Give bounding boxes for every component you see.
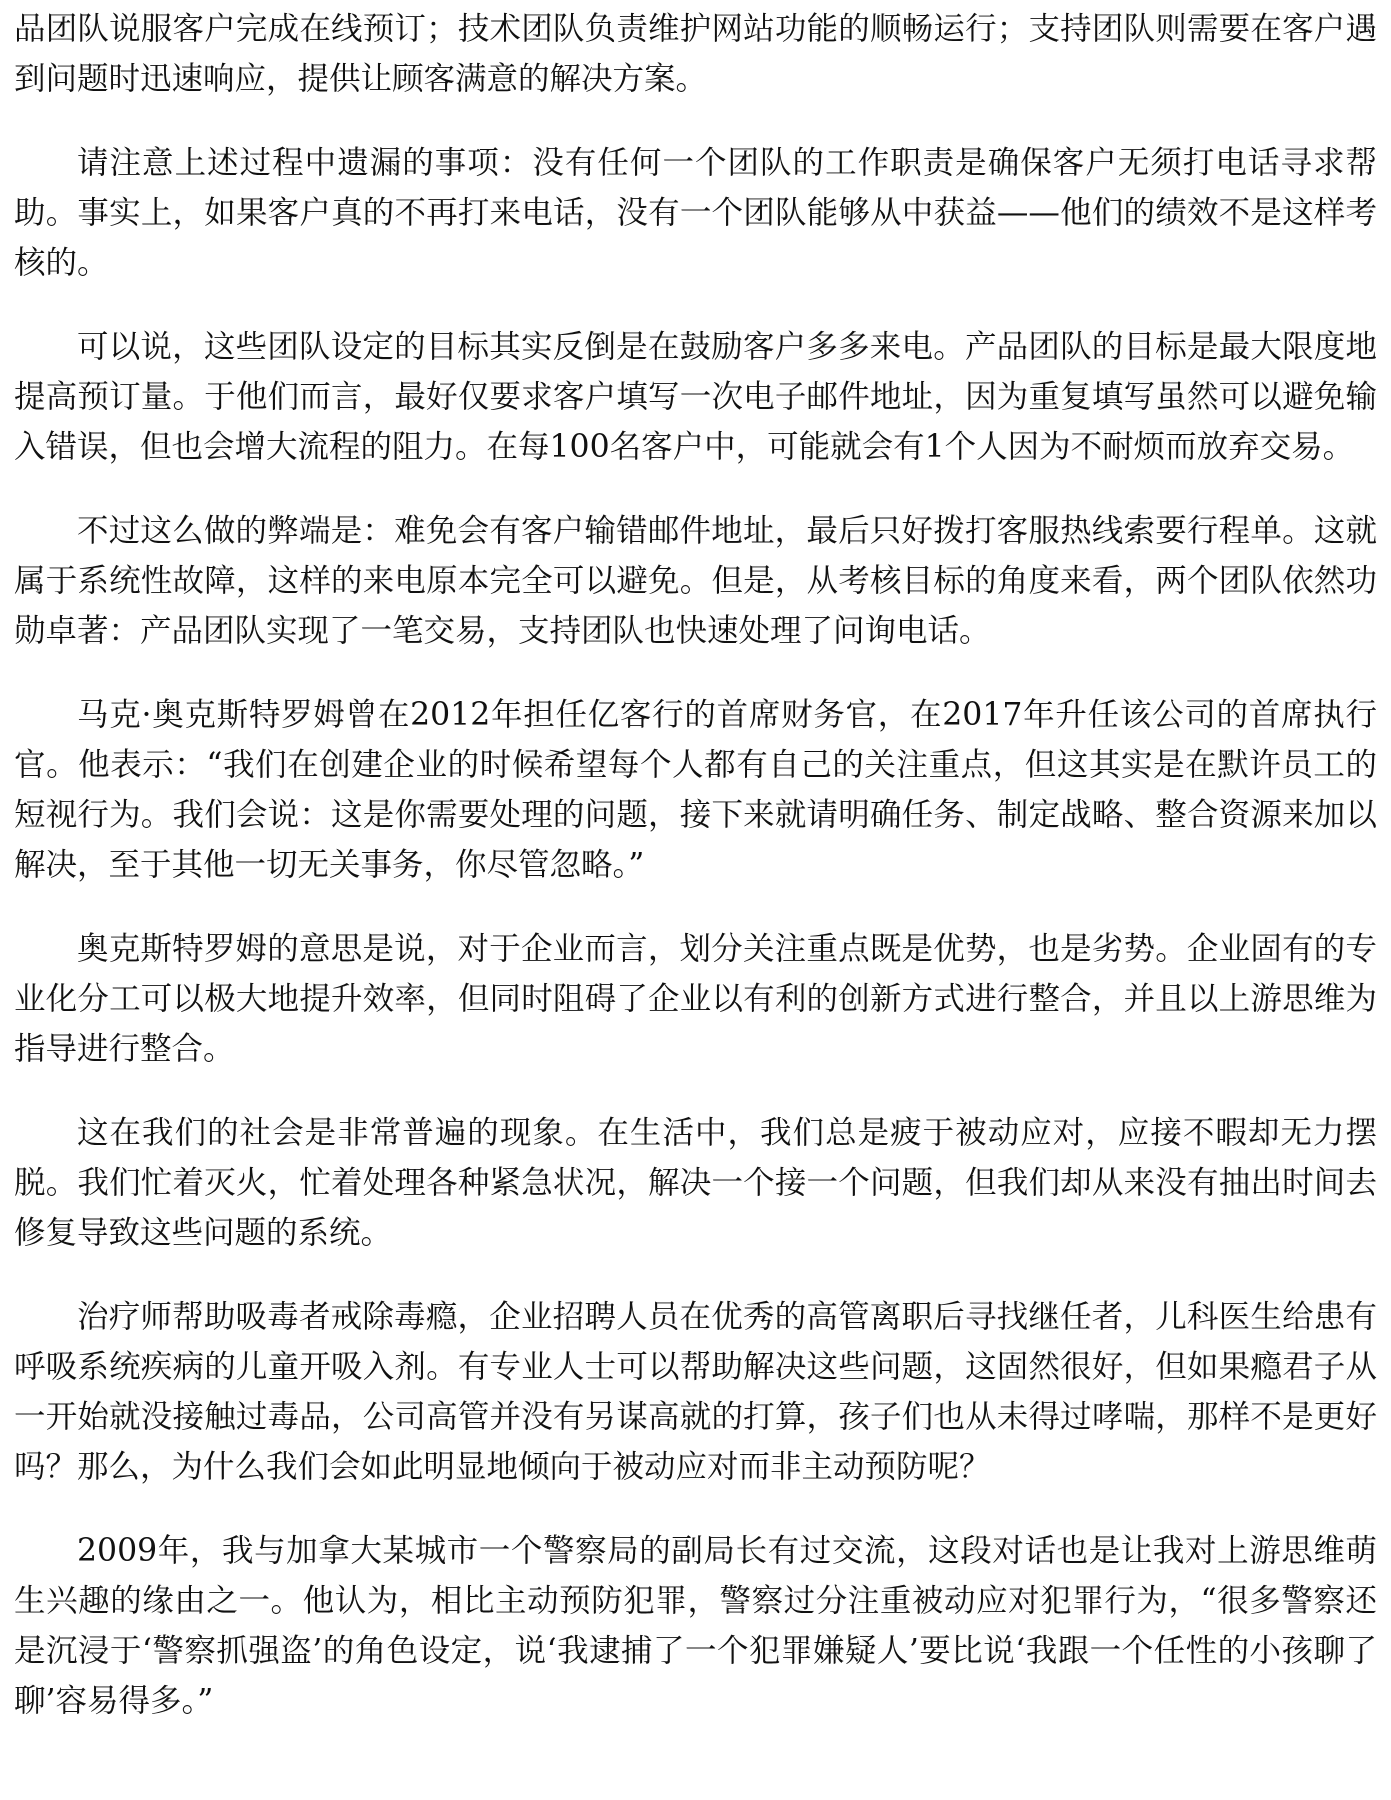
paragraph-4: 不过这么做的弊端是：难免会有客户输错邮件地址，最后只好拨打客服热线索要行程单。这就属于系统性故障，这样的来电原本完全可以避免。但是，从考核目标的角度来看，两个团队依然功勋卓著：产品团队实现了一笔交易，支持团队也快速处理了问询电话。 [14,513,1377,649]
paragraph-8: 治疗师帮助吸毒者戒除毒瘾，企业招聘人员在优秀的高管离职后寻找继任者，儿科医生给患有呼吸系统疾病的儿童开吸入剂。有专业人士可以帮助解决这些问题，这固然很好，但如果瘾君子从一开始就没接触过毒品，公司高管并没有另谋高就的打算，孩子们也从未得过哮喘，那样不是更好吗？那么，为什么我们会如此明显地倾向于被动应对而非主动预防呢？ [14,1299,1377,1485]
paragraph-7: 这在我们的社会是非常普遍的现象。在生活中，我们总是疲于被动应对，应接不暇却无力摆脱。我们忙着灭火，忙着处理各种紧急状况，解决一个接一个问题，但我们却从来没有抽出时间去修复导致这些问题的系统。 [14,1115,1377,1251]
paragraph-9: 2009年，我与加拿大某城市一个警察局的副局长有过交流，这段对话也是让我对上游思维萌生兴趣的缘由之一。他认为，相比主动预防犯罪，警察过分注重被动应对犯罪行为，“很多警察还是沉浸于‘警察抓强盗’的角色设定，说‘我逮捕了一个犯罪嫌疑人’要比说‘我跟一个任性的小孩聊了聊’容易得多。” [14,1533,1377,1719]
paragraph-6: 奥克斯特罗姆的意思是说，对于企业而言，划分关注重点既是优势，也是劣势。企业固有的专业化分工可以极大地提升效率，但同时阻碍了企业以有利的创新方式进行整合，并且以上游思维为指导进行整合。 [14,931,1377,1067]
paragraph-3: 可以说，这些团队设定的目标其实反倒是在鼓励客户多多来电。产品团队的目标是最大限度地提高预订量。于他们而言，最好仅要求客户填写一次电子邮件地址，因为重复填写虽然可以避免输入错误，但也会增大流程的阻力。在每100名客户中，可能就会有1个人因为不耐烦而放弃交易。 [14,329,1377,465]
paragraph-2: 请注意上述过程中遗漏的事项：没有任何一个团队的工作职责是确保客户无须打电话寻求帮助。事实上，如果客户真的不再打来电话，没有一个团队能够从中获益——他们的绩效不是这样考核的。 [14,145,1377,281]
paragraph-1: 品团队说服客户完成在线预订；技术团队负责维护网站功能的顺畅运行；支持团队则需要在客户遇到问题时迅速响应，提供让顾客满意的解决方案。 [14,11,1377,97]
paragraph-5: 马克·奥克斯特罗姆曾在2012年担任亿客行的首席财务官，在2017年升任该公司的首席执行官。他表示：“我们在创建企业的时候希望每个人都有自己的关注重点，但这其实是在默许员工的短视行为。我们会说：这是你需要处理的问题，接下来就请明确任务、制定战略、整合资源来加以解决，至于其他一切无关事务，你尽管忽略。” [14,697,1377,883]
